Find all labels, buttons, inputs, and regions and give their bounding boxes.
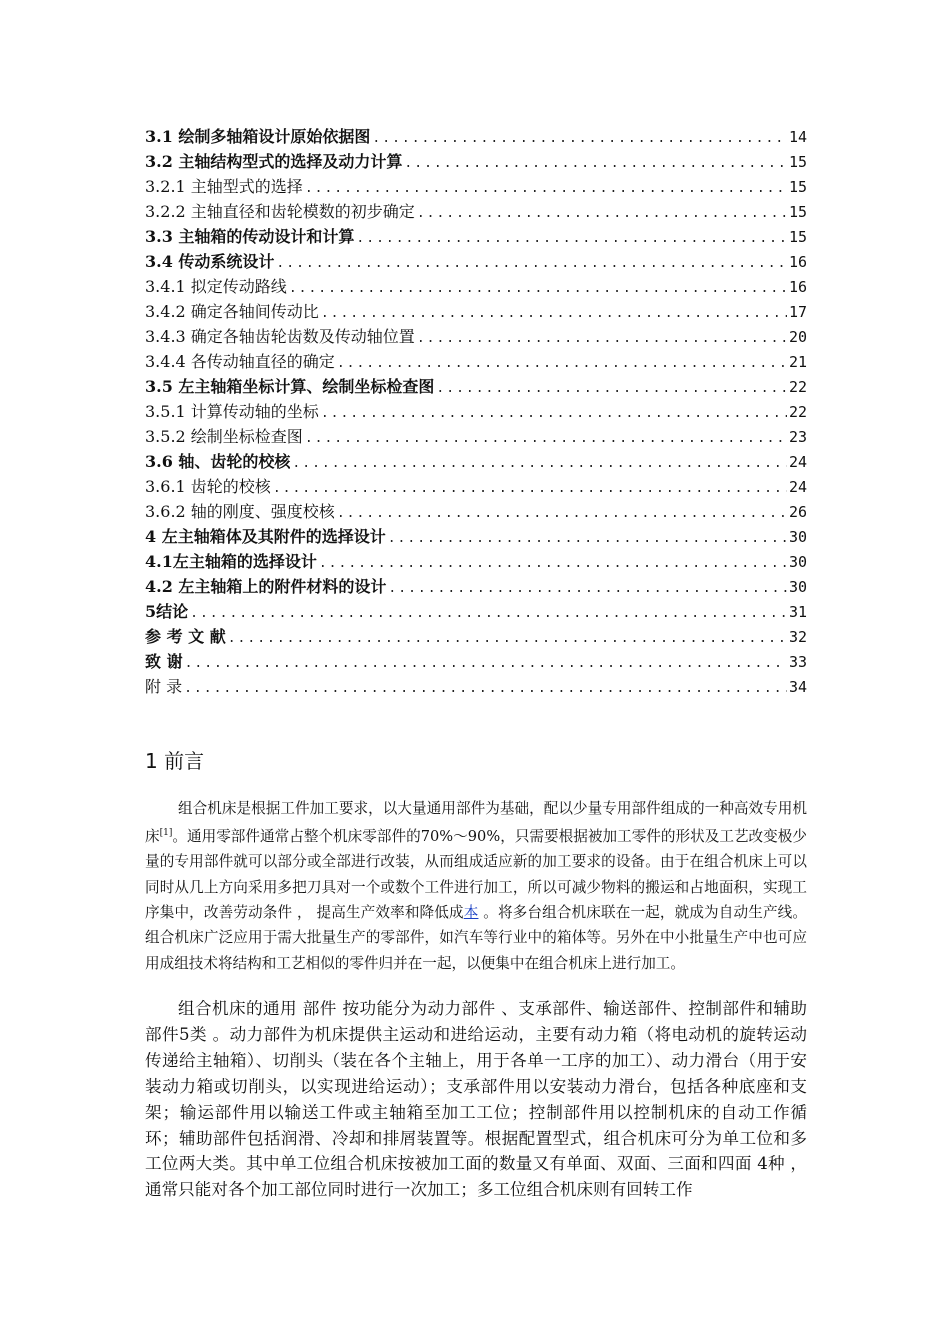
toc-entry[interactable] — [145, 624, 807, 649]
toc-entry-page: 16 — [788, 253, 807, 271]
toc-entry[interactable] — [145, 149, 807, 174]
toc-entry-page: 15 — [788, 228, 807, 246]
toc-entry-page: 20 — [788, 328, 807, 346]
toc-entry[interactable] — [145, 274, 807, 299]
toc-entry[interactable] — [145, 399, 807, 424]
toc-entry-page: 34 — [788, 678, 807, 696]
toc-entry[interactable] — [145, 349, 807, 374]
toc-entry-label: 4 左主轴箱体及其附件的选择设计 — [145, 527, 386, 546]
toc-entry-page: 30 — [788, 528, 807, 546]
toc-entry-label: 3.6.2 轴的刚度、强度校核 — [145, 502, 335, 521]
toc-entry[interactable] — [145, 474, 807, 499]
toc-leader-dots — [436, 376, 787, 399]
toc-leader-dots — [292, 451, 787, 474]
toc-entry-label: 3.5.2 绘制坐标检查图 — [145, 427, 303, 446]
toc-entry-page: 22 — [788, 378, 807, 396]
toc-entry[interactable] — [145, 674, 807, 699]
toc-entry-page: 24 — [788, 453, 807, 471]
toc-entry-page: 21 — [788, 353, 807, 371]
inline-link[interactable]: 本 — [463, 904, 479, 922]
toc-entry[interactable] — [145, 499, 807, 524]
toc-entry-label: 4.2 左主轴箱上的附件材料的设计 — [145, 577, 387, 596]
toc-leader-dots — [388, 576, 787, 599]
toc-entry-page: 33 — [788, 653, 807, 671]
toc-leader-dots — [321, 401, 787, 424]
toc-entry-label: 致 谢 — [145, 652, 183, 671]
toc-leader-dots — [289, 276, 787, 299]
toc-leader-dots — [417, 326, 787, 349]
paragraph-text: 组合机床是根据工件加工要求，以大量通用部件为基础，配以少量专用部件组成的一种高效专用机床 — [145, 800, 807, 846]
toc-leader-dots — [321, 301, 787, 324]
toc-entry-page: 31 — [788, 603, 807, 621]
toc-leader-dots — [184, 676, 787, 699]
toc-entry-label: 3.6 轴、齿轮的校核 — [145, 452, 291, 471]
toc-entry-page: 23 — [788, 428, 807, 446]
citation-ref[interactable]: [1] — [159, 828, 173, 839]
toc-entry[interactable] — [145, 324, 807, 349]
toc-entry-page: 30 — [788, 578, 807, 596]
toc-leader-dots — [388, 526, 787, 549]
toc-entry-page: 32 — [788, 628, 807, 646]
toc-leader-dots — [417, 201, 787, 224]
toc-entry[interactable] — [145, 574, 807, 599]
toc-entry-label: 3.4.3 确定各轴齿轮齿数及传动轴位置 — [145, 327, 415, 346]
toc-entry[interactable] — [145, 374, 807, 399]
toc-entry-label: 3.2 主轴结构型式的选择及动力计算 — [145, 152, 403, 171]
toc-entry[interactable] — [145, 599, 807, 624]
toc-entry[interactable] — [145, 249, 807, 274]
paragraph-components: 组合机床的通用 部件 按功能分为动力部件 、支承部件、输送部件、控制部件和辅助部件5类 。动力部件为机床提供主运动和进给运动，主要有动力箱（将电动机的旋转运动传递给主轴箱）、切削头（装在各个主轴上，用于各单一工序的加工）、动力滑台（用于安装动力箱或切削头，以实现进给运动）；支承部件用以安装动力滑台，包括各种底座和支架；输运部件用以输送工件或主轴箱至加工工位；控制部件用以控制机床的自动工作循环；辅助部件包括润滑、冷却和排屑装置等。根据配置型式，组合机床可分为单工位和多工位两大类。其中单工位组合机床按被加工面的数量又有单面、双面、三面和四面 4种 ，通常只能对各个加工部位同时进行一次加工；多工位组合机床则有回转工作 — [145, 999, 807, 1200]
toc-entry-label: 附 录 — [145, 677, 183, 696]
toc-entry[interactable] — [145, 199, 807, 224]
toc-leader-dots — [404, 151, 787, 174]
toc-leader-dots — [372, 126, 787, 149]
toc-entry-label: 3.1 绘制多轴箱设计原始依据图 — [145, 127, 371, 146]
toc-leader-dots — [305, 176, 787, 199]
toc-leader-dots — [276, 251, 787, 274]
toc-entry-label: 3.4.2 确定各轴间传动比 — [145, 302, 319, 321]
toc-entry-label: 3.6.1 齿轮的校核 — [145, 477, 271, 496]
toc-entry-label: 4.1左主轴箱的选择设计 — [145, 552, 317, 571]
paragraph-text: 。将多台组合机床联在一起，就成为自动生产线。组合机床广泛应用于需大批量生产的零部件，如汽车等行业中的箱体等。另外在中小批量生产中也可应用成组技术将结构和工艺相似的零件归并在一起，以便集中在组合机床上进行加工。 — [145, 904, 807, 972]
toc-entry-label: 3.3 主轴箱的传动设计和计算 — [145, 227, 355, 246]
toc-entry-page: 15 — [788, 153, 807, 171]
toc-leader-dots — [190, 601, 787, 624]
toc-entry-page: 17 — [788, 303, 807, 321]
toc-entry-label: 3.5 左主轴箱坐标计算、绘制坐标检查图 — [145, 377, 435, 396]
toc-entry[interactable] — [145, 549, 807, 574]
toc-entry-label: 5结论 — [145, 602, 189, 621]
toc-entry[interactable] — [145, 449, 807, 474]
toc-entry-label: 3.5.1 计算传动轴的坐标 — [145, 402, 319, 421]
toc-entry-label: 3.2.1 主轴型式的选择 — [145, 177, 303, 196]
toc-entry-label: 3.4.1 拟定传动路线 — [145, 277, 287, 296]
section-heading: 1 前言 — [145, 749, 205, 773]
toc-entry-label: 3.2.2 主轴直径和齿轮模数的初步确定 — [145, 202, 415, 221]
toc-entry-page: 22 — [788, 403, 807, 421]
toc-entry[interactable] — [145, 124, 807, 149]
toc-entry-label: 3.4 传动系统设计 — [145, 252, 275, 271]
toc-entry-page: 15 — [788, 203, 807, 221]
toc-leader-dots — [337, 351, 787, 374]
toc-leader-dots — [273, 476, 787, 499]
toc-leader-dots — [305, 426, 787, 449]
toc-entry-label: 3.4.4 各传动轴直径的确定 — [145, 352, 335, 371]
toc-leader-dots — [356, 226, 787, 249]
toc-entry-label: 参 考 文 献 — [145, 627, 226, 646]
table-of-contents — [145, 124, 807, 699]
toc-entry-page: 26 — [788, 503, 807, 521]
toc-entry-page: 30 — [788, 553, 807, 571]
toc-entry-page: 14 — [788, 128, 807, 146]
toc-entry[interactable] — [145, 649, 807, 674]
toc-entry[interactable] — [145, 224, 807, 249]
toc-entry-page: 16 — [788, 278, 807, 296]
toc-leader-dots — [337, 501, 787, 524]
toc-entry-page: 24 — [788, 478, 807, 496]
toc-entry[interactable] — [145, 424, 807, 449]
toc-leader-dots — [319, 551, 787, 574]
paragraph-intro — [145, 796, 807, 976]
toc-entry[interactable] — [145, 299, 807, 324]
toc-entry[interactable] — [145, 174, 807, 199]
toc-leader-dots — [185, 651, 787, 674]
toc-entry[interactable] — [145, 524, 807, 549]
paragraph-text: 。通用零部件通常占整个机床零部件的70%～90%，只需要根据被加工零件的形状及工艺改变极少量的专用部件就可以部分或全部进行改装，从而组成适应新的加工要求的设备。由于在组合机床上可以同时从几上方向采用多把刀具对一个或数个工件进行加工，所以可减少物料的搬运和占地面积，实现工序集中，改善劳动条件 ， 提高生产效率和降低成 — [145, 828, 807, 922]
toc-leader-dots — [228, 626, 787, 649]
toc-entry-page: 15 — [788, 178, 807, 196]
